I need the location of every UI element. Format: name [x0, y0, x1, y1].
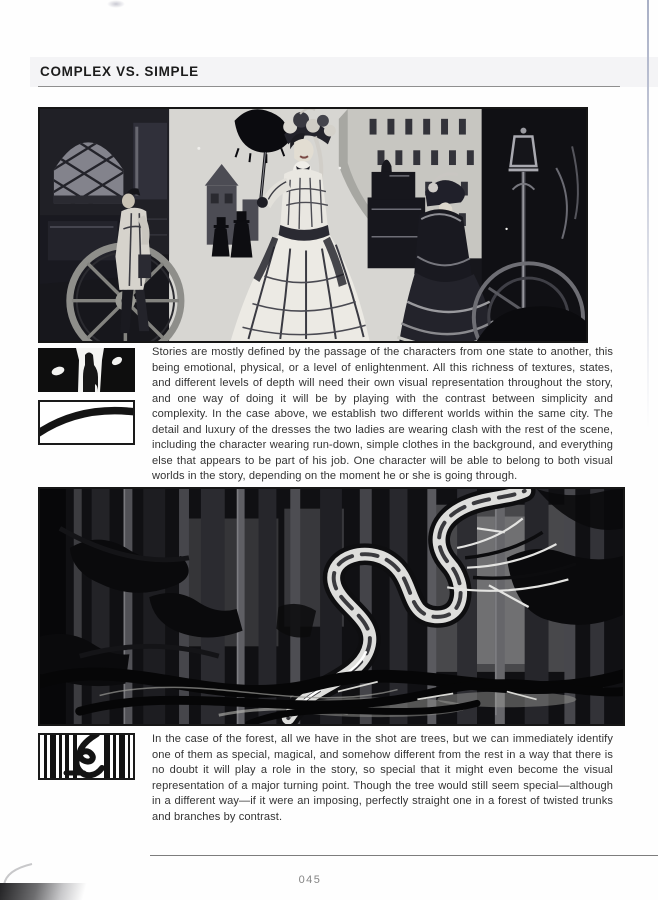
scan-smudge: [107, 0, 125, 8]
twisted-trunk-loop: [66, 735, 102, 775]
page-corner-shadow: [0, 883, 90, 900]
page-number: 045: [298, 874, 322, 886]
page-title: COMPLEX VS. SIMPLE: [40, 64, 199, 79]
curve-line-study-thumbnail: [38, 400, 135, 445]
city-value-study-thumbnail: [38, 348, 135, 392]
forest-paragraph: In the case of the forest, all we have in the shot are trees, but we can immediately identify one of them as special, magical, and somehow different from the rest in a way that there is no doubt it will play a role in the story, so special that it might even become the visual representation of a major turning point. Though the tree would still seem special—although in a different way—if it were an imposing, perfectly straight one in a forest of twisted trunks and branches by contrast.: [152, 733, 613, 823]
footer-rule: [150, 855, 658, 856]
victorian-street-illustration: [38, 107, 588, 343]
scan-edge-line: [647, 0, 649, 430]
arc-stroke: [40, 411, 133, 434]
twisted-tree-forest-illustration: [38, 487, 625, 726]
city-paragraph: Stories are mostly defined by the passage of the characters from one state to another, this being emotional, physical, or a level of enlightenment. All this richness of textures, states, and different levels of depth will need their own visual representation throughout the story, and one way of doing it will be by playing with the contrast between simplicity and complexity. In the case above, we establish two different worlds within the same city. The detail and luxury of the dresses the two ladies are wearing clash with the rest of the scene, including the character wearing run-down, simple clothes in the background, and everything else that appears to be part of his job. One character will be able to belong to both visual worlds in the story, depending on the moment he or she is going through.: [152, 346, 613, 482]
forest-bars-study-thumbnail: [38, 733, 135, 780]
title-rule: [38, 86, 620, 87]
